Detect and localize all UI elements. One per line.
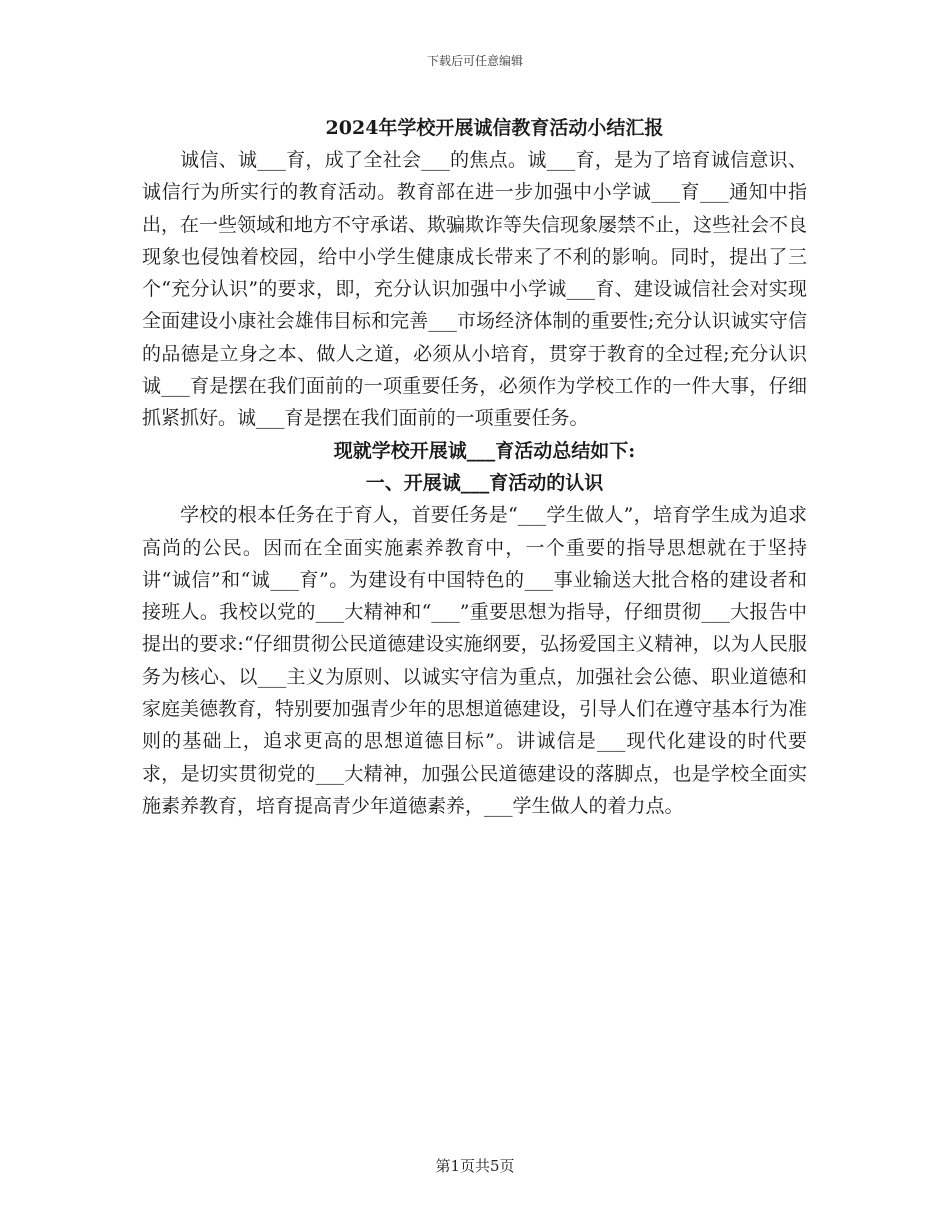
paragraph-section-1: 学校的根本任务在于育人，首要任务是“___学生做人”，培育学生成为追求高尚的公民。因而在全面实施素养教育中，一个重要的指导思想就在于坚持讲“诚信”和“诚___育”。为建设有中国特色的___事业输送大批合格的建设者和接班人。我校以党的___大精神和“___”重要思想为指导，仔细贯彻___大报告中提出的要求:“仔细贯彻公民道德建设实施纲要，弘扬爱国主义精神，以为人民服务为核心、以___主义为原则、以诚实守信为重点，加强社会公德、职业道德和家庭美德教育，特别要加强青少年的思想道德建设，引导人们在遵守基本行为准则的基础上，追求更高的思想道德目标”。讲诚信是___现代化建设的时代要求，是切实贯彻党的___大精神，加强公民道德建设的落脚点，也是学校全面实施素养教育，培育提高青少年道德素养，___学生做人的着力点。: [142, 504, 808, 817]
page-footer-indicator: 第1页共5页: [435, 1157, 515, 1175]
document-title: 2024年学校开展诚信教育活动小结汇报: [325, 117, 664, 139]
document-body: [142, 112, 807, 822]
paragraph-intro: 诚信、诚___育，成了全社会___的焦点。诚___育，是为了培育诚信意识、诚信行为所实行的教育活动。教育部在进一步加强中小学诚___育___通知中指出，在一些领域和地方不守承诺、欺骗欺诈等失信现象屡禁不止，这些社会不良现象也侵蚀着校园，给中小学生健康成长带来了不利的影响。同时，提出了三个“充分认识”的要求，即，充分认识加强中小学诚___育、建设诚信社会对实现全面建设小康社会雄伟目标和完善___市场经济体制的重要性;充分认识诚实守信的品德是立身之本、做人之道，必须从小培育，贯穿于教育的全过程;充分认识诚___育是摆在我们面前的一项重要任务，必须作为学校工作的一件大事，仔细抓紧抓好。诚___育是摆在我们面前的一项重要任务。: [142, 149, 808, 430]
page-header-note: 下载后可任意编辑: [426, 54, 523, 68]
section-heading-summary: 现就学校开展诚___育活动总结如下:: [333, 439, 636, 462]
section-heading-1: 一、开展诚___育活动的认识: [365, 471, 604, 494]
